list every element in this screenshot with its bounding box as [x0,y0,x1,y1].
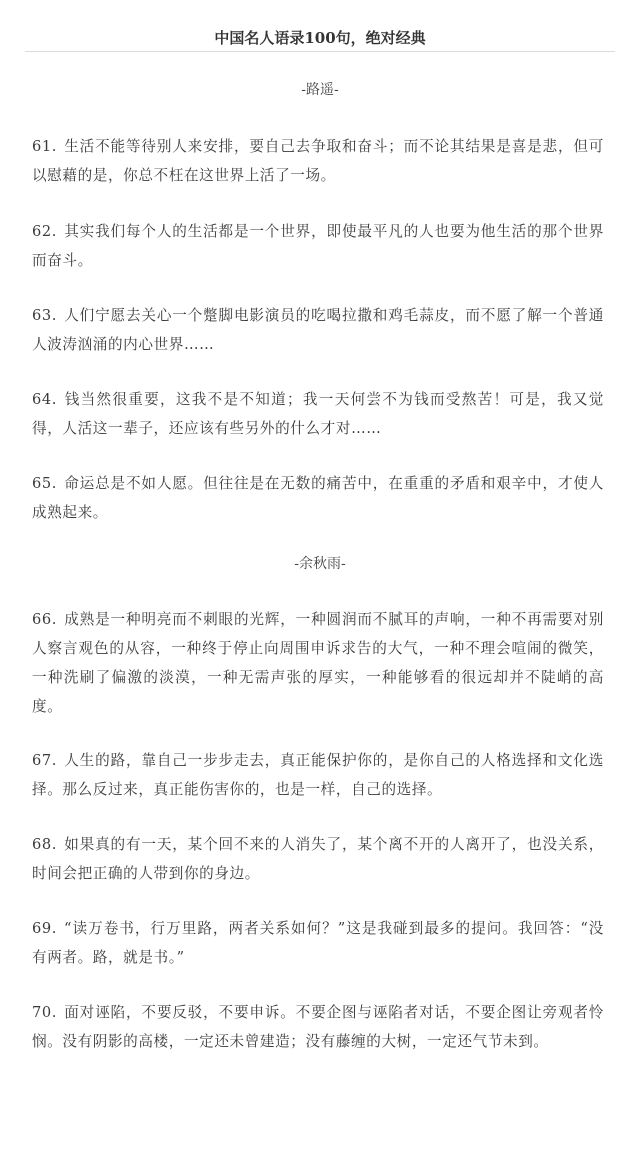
quote-text: 面对诬陷，不要反驳，不要申诉。不要企图与诬陷者对话，不要企图让旁观者怜悯。没有阴影的高楼，一定还未曾建造；没有藤缠的大树，一定还气节未到。 [32,1004,604,1050]
quote-69 [32,914,604,972]
quote-text: 成熟是一种明亮而不刺眼的光辉，一种圆润而不腻耳的声响，一种不再需要对别人察言观色的从容，一种终于停止向周围申诉求告的大气，一种不理会喧闹的微笑，一种洗刷了偏激的淡漠，一种无需声张的厚实，一种能够看的很远却并不陡峭的高度。 [32,611,604,715]
quote-number: 70. [32,1004,58,1021]
quote-66 [32,605,604,721]
quote-62 [32,217,604,275]
quote-number: 66. [32,611,58,628]
quote-number: 64. [32,391,58,408]
quote-number: 61. [32,138,58,155]
quote-text: 生活不能等待别人来安排，要自己去争取和奋斗；而不论其结果是喜是悲，但可以慰藉的是，你总不枉在这世界上活了一场。 [32,138,604,184]
quote-text: 其实我们每个人的生活都是一个世界，即使最平凡的人也要为他生活的那个世界而奋斗。 [32,223,604,269]
title-bar [0,0,640,52]
quote-68 [32,830,604,888]
quote-number: 68. [32,836,58,853]
quote-text: 如果真的有一天，某个回不来的人消失了，某个离不开的人离开了，也没关系，时间会把正确的人带到你的身边。 [32,836,604,882]
quote-text: 人生的路，靠自己一步步走去，真正能保护你的，是你自己的人格选择和文化选择。那么反过来，真正能伤害你的，也是一样，自己的选择。 [32,752,604,798]
quote-number: 62. [32,223,58,240]
quote-67 [32,746,604,804]
quote-number: 69. [32,920,58,937]
section-author-yuqiuyu: -余秋雨- [294,556,346,572]
quote-text: “读万卷书，行万里路，两者关系如何？”这是我碰到最多的提问。我回答：“没有两者。路，就是书。” [32,920,604,966]
quote-text: 钱当然很重要，这我不是不知道；我一天何尝不为钱而受熬苦！可是，我又觉得，人活这一辈子，还应该有些另外的什么才对…… [32,391,604,437]
quote-64 [32,385,604,443]
quote-number: 63. [32,307,58,324]
quote-number: 67. [32,752,58,769]
quote-70 [32,998,604,1056]
title-divider [25,51,615,52]
section-author-luyao: -路遥- [301,82,339,98]
quote-text: 人们宁愿去关心一个蹩脚电影演员的吃喝拉撒和鸡毛蒜皮，而不愿了解一个普通人波涛汹涌的内心世界…… [32,307,604,353]
quote-65 [32,469,604,527]
quote-63 [32,301,604,359]
page-title: 中国名人语录100句，绝对经典 [214,29,426,47]
quote-61 [32,132,604,190]
quote-text: 命运总是不如人愿。但往往是在无数的痛苦中，在重重的矛盾和艰辛中，才使人成熟起来。 [32,475,604,521]
quote-number: 65. [32,475,58,492]
